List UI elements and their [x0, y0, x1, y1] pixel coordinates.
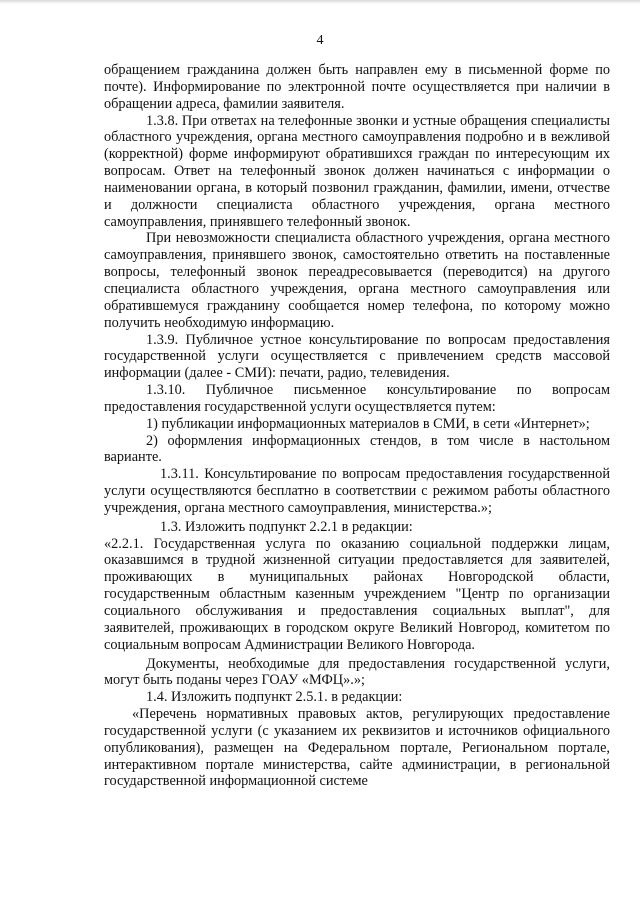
paragraph-2-2-1: «2.2.1. Государственная услуга по оказанию социальной поддержки лицам, оказавшимся в трудной жизненной ситуации предоставляется для заявителей, проживающих в муниципальных районах Новгородской области, государственным областным казенным учреждением "Центр по организации социального обслуживания и предоставления социальных выплат", для заявителей, проживающих в городском округе Великий Новгород, комитетом по социальным вопросам Администрации Великого Новгорода.	[104, 535, 610, 653]
paragraph-amend-2-2-1: 1.3. Изложить подпункт 2.2.1 в редакции:	[160, 518, 413, 535]
paragraph-2-5-1: «Перечень нормативных правовых актов, регулирующих предоставление государственной услуги (с указанием их реквизитов и источников официального опубликования), размещен на Федеральном портале, Региональном портале, интерактивном портале министерства, сайте администрации, в региональной государственной информационной системе	[104, 706, 610, 790]
list-item-1: 1) публикации информационных материалов в СМИ, в сети «Интернет»;	[146, 415, 590, 432]
paragraph-1-3-10: 1.3.10. Публичное письменное консультирование по вопросам предоставления государственной услуги осуществляется путем:	[104, 382, 610, 415]
paragraph-1-3-8: 1.3.8. При ответах на телефонные звонки и устные обращения специалисты областного учреждения, органа местного самоуправления подробно и в вежливой (корректной) форме информируют обратившихся граждан по интересующим их вопросам. Ответ на телефонный звонок должен начинаться с информации о наименовании органа, в который позвонил гражданин, фамилии, имени, отчестве и должности специалиста областного учреждения, органа местного самоуправления, принявшего телефонный звонок.	[104, 112, 610, 230]
page-number: 4	[316, 33, 324, 48]
paragraph-continuation: обращением гражданина должен быть направлен ему в письменной форме по почте). Информирование по электронной почте осуществляется при наличии в обращении адреса, фамилии заявителя.	[104, 62, 610, 112]
paragraph-amend-2-5-1: 1.4. Изложить подпункт 2.5.1. в редакции:	[146, 689, 403, 706]
paragraph-1-3-11: 1.3.11. Консультирование по вопросам предоставления государственной услуги осуществляются бесплатно в соответствии с режимом работы областного учреждения, органа местного самоуправления, министерства.»;	[104, 466, 610, 516]
scan-edge-artifact	[0, 0, 640, 4]
paragraph-1-3-9: 1.3.9. Публичное устное консультирование по вопросам предоставления государственной услуги осуществляется с привлечением средств массовой информации (далее - СМИ): печати, радио, телевидения.	[104, 331, 610, 382]
document-body	[104, 62, 610, 790]
paragraph-documents-mfc: Документы, необходимые для предоставления государственной услуги, могут быть поданы через ГОАУ «МФЦ».»;	[104, 655, 610, 689]
paragraph-redirect-call: При невозможности специалиста областного учреждения, органа местного самоуправления, принявшего звонок, самостоятельно ответить на поставленные вопросы, телефонный звонок переадресовывается (переводится) на другого специалиста областного учреждения, органа местного самоуправления или обратившемуся гражданину сообщается номер телефона, по которому можно получить необходимую информацию.	[104, 230, 610, 331]
list-item-2: 2) оформления информационных стендов, в том числе в настольном варианте.	[104, 432, 610, 466]
